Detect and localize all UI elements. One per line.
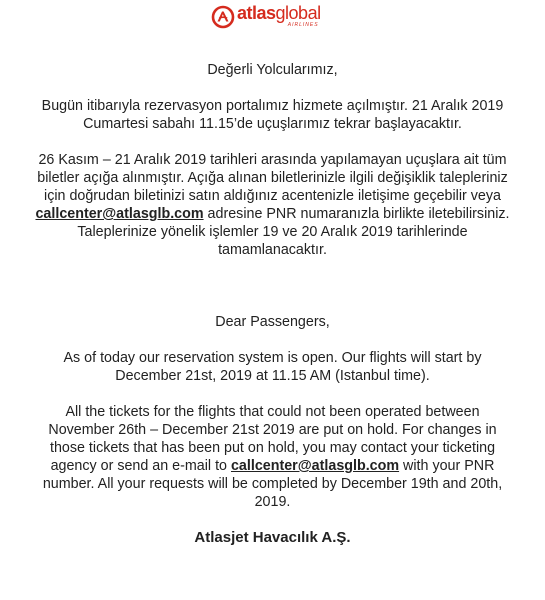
logo-word (237, 3, 321, 23)
company-signature: Atlasjet Havacılık A.Ş. (194, 529, 351, 546)
logo-subtitle: AIRLINES (287, 22, 319, 28)
announcement-body (0, 61, 545, 547)
spacer (0, 259, 545, 313)
atlasglobal-logo (211, 3, 336, 31)
text-fragment: with your PNR (399, 458, 495, 474)
text-line (0, 457, 545, 475)
turkish-greeting: Değerli Yolcularımız, (207, 62, 338, 78)
text-line: için doğrudan biletinizi satın aldığınız acentenizle iletişime geçebilir veya (44, 188, 501, 204)
logo-wordmark (237, 3, 321, 31)
spacer (0, 331, 545, 349)
text-line: As of today our reservation system is open. Our flights will start by (63, 350, 482, 366)
english-paragraph-2 (0, 403, 545, 511)
text-line: those tickets that has been put on hold, you may contact your ticketing (49, 440, 496, 456)
text-line: December 21st, 2019 at 11.15 AM (Istanbul time). (115, 368, 430, 384)
spacer (0, 79, 545, 97)
text-line: number. All your requests will be completed by December 19th and 20th, (42, 476, 503, 492)
spacer (0, 385, 545, 403)
text-line: 26 Kasım – 21 Aralık 2019 tarihleri arasında yapılamayan uçuşlara ait tüm (38, 152, 507, 168)
english-email-link[interactable]: callcenter@atlasglb.com (230, 458, 400, 474)
text-line: Taleplerinize yönelik işlemler 19 ve 20 Aralık 2019 tarihlerinde (77, 224, 468, 240)
logo-word-light: global (275, 3, 321, 23)
spacer (0, 133, 545, 151)
english-paragraph-1 (0, 349, 545, 385)
text-line: 2019. (254, 494, 291, 510)
turkish-paragraph-1 (0, 97, 545, 133)
spacer (0, 511, 545, 529)
text-line: Cumartesi sabahı 11.15’de uçuşlarımız tekrar başlayacaktır. (83, 116, 462, 132)
text-line: All the tickets for the flights that could not been operated between (65, 404, 480, 420)
text-line: November 26th – December 21st 2019 are put on hold. For changes in (48, 422, 497, 438)
text-line: biletler açığa alınmıştır. Açığa alınan biletlerinizle ilgili değişiklik talepleriniz (37, 170, 508, 186)
text-line (0, 205, 545, 223)
text-fragment: agency or send an e-mail to (50, 458, 231, 474)
text-line: Bugün itibarıyla rezervasyon portalımız hizmete açılmıştır. 21 Aralık 2019 (41, 98, 504, 114)
text-fragment: adresine PNR numaranızla birlikte iletebilirsiniz. (203, 206, 510, 222)
turkish-email-link[interactable]: callcenter@atlasglb.com (35, 206, 204, 222)
text-line: tamamlanacaktır. (218, 242, 327, 258)
turkish-paragraph-2 (0, 151, 545, 259)
english-greeting: Dear Passengers, (215, 314, 330, 330)
atlasglobal-logo-mark-icon (211, 5, 235, 29)
logo-word-bold: atlas (237, 3, 276, 23)
